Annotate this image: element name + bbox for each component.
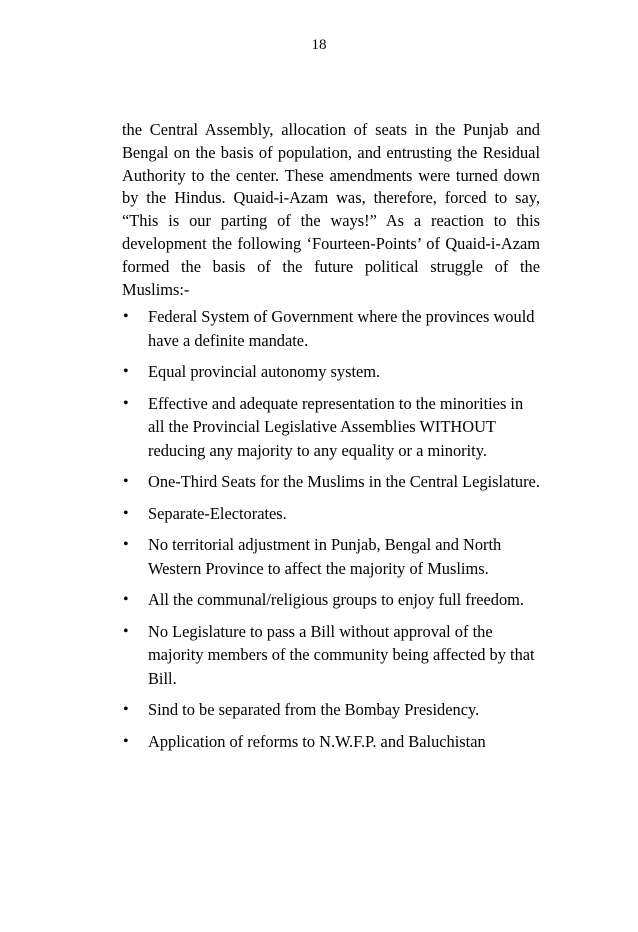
list-item-text: Separate-Electorates. [148, 503, 287, 523]
list-item-text: No Legislature to pass a Bill without approval of the majority members of the community being affected by that Bill. [148, 621, 535, 688]
list-item [122, 305, 540, 352]
list-item-text: Federal System of Government where the provinces would have a definite mandate. [148, 307, 535, 350]
list-item [122, 360, 540, 384]
body-paragraph: the Central Assembly, allocation of seats in the Punjab and Bengal on the basis of population, and entrusting the Residual Authority to the center. These amendments were turned down by the Hindus. Quaid-i-Azam was, therefore, forced to say, “This is our parting of the ways!” As a reaction to this development the following ‘Fourteen-Points’ of Quaid-i-Azam formed the basis of the future political struggle of the Muslims:- [122, 120, 540, 299]
bullet-icon: • [123, 363, 129, 381]
bullet-icon: • [123, 504, 129, 522]
list-item-text: No territorial adjustment in Punjab, Bengal and North Western Province to affect the majority of Muslims. [148, 535, 502, 578]
list-item-text: Equal provincial autonomy system. [148, 362, 381, 382]
list-item-text: All the communal/religious groups to enjoy full freedom. [148, 590, 525, 610]
list-item-text: One-Third Seats for the Muslims in the Central Legislature. [148, 472, 540, 492]
list-item-text: Sind to be separated from the Bombay Presidency. [148, 700, 480, 720]
bullet-icon: • [123, 536, 129, 554]
list-item [122, 588, 540, 612]
list-item-text: Effective and adequate representation to the minorities in all the Provincial Legislative Assemblies WITHOUT reducing any majority to any equality or a minority. [148, 393, 524, 460]
bullet-icon: • [123, 394, 129, 412]
fourteen-points-list [122, 305, 540, 753]
list-item-text: Application of reforms to N.W.F.P. and Baluchistan [148, 731, 486, 751]
list-item [122, 470, 540, 494]
bullet-icon: • [123, 591, 129, 609]
list-item [122, 533, 540, 580]
bullet-icon: • [123, 473, 129, 491]
list-item [122, 392, 540, 463]
page-number: 18 [311, 37, 327, 53]
list-item [122, 502, 540, 526]
list-item [122, 620, 540, 691]
bullet-icon: • [123, 732, 129, 750]
list-item [122, 730, 540, 754]
list-item [122, 698, 540, 722]
bullet-icon: • [123, 308, 129, 326]
bullet-icon: • [123, 622, 129, 640]
page-content [122, 119, 540, 761]
bullet-icon: • [123, 701, 129, 719]
